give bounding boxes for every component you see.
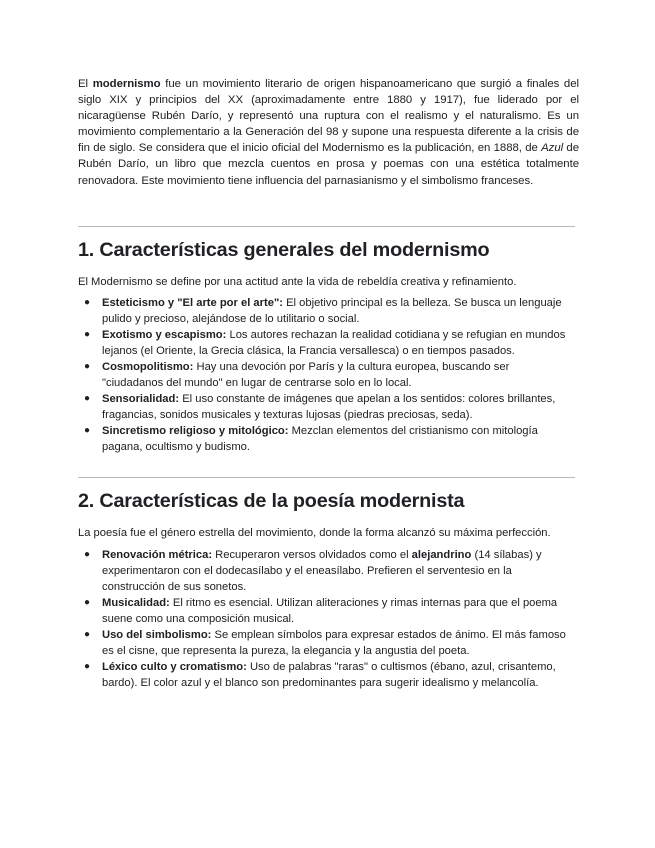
item-term-alejandrino: alejandrino [411, 549, 472, 562]
item-term: Léxico culto y cromatismo: [102, 661, 247, 674]
list-item [78, 295, 579, 327]
section2-list [78, 547, 579, 691]
bullet-icon: ● [84, 549, 91, 561]
item-text: Recuperaron versos olvidados como el [212, 549, 412, 562]
intro-text-middle: fue un movimiento literario de origen hispanoamericano que surgió a finales del siglo XIX y principios del XX (aproximadamente entre 1880 y 1917), fue liderado por el nicaragüense Rubén Darío, y representó una ruptura con el realismo y el naturalismo. Es un movimiento complementario a la Generación del 98 y supone una respuesta diferente a la crisis de fin de siglo. Se considera que el inicio oficial del Modernismo es la publicación, en 1888, de [78, 78, 579, 155]
bullet-icon: ● [84, 329, 91, 341]
section-divider [78, 477, 575, 478]
item-term: Sensorialidad: [102, 393, 180, 406]
list-item [78, 595, 579, 627]
list-item [78, 423, 579, 455]
item-text: Hay una devoción por París y la cultura europea, buscando ser "ciudadanos del mundo" en lugar de centrarse solo en lo local. [102, 361, 510, 390]
list-item [78, 547, 579, 595]
item-term: Esteticismo y "El arte por el arte": [102, 297, 283, 310]
bullet-icon: ● [84, 425, 91, 437]
list-item [78, 391, 579, 423]
item-text: El objetivo principal es la belleza. Se busca un lenguaje pulido y precioso, alejándose de lo utilitario o social. [102, 297, 562, 326]
bullet-icon: ● [84, 597, 91, 609]
bullet-icon: ● [84, 361, 91, 373]
bullet-icon: ● [84, 661, 91, 673]
intro-book-title: Azul [541, 142, 564, 155]
intro-text-start: El [78, 78, 93, 90]
item-term: Uso del simbolismo: [102, 629, 212, 642]
item-text: Mezclan elementos del cristianismo con mitología pagana, ocultismo y budismo. [102, 425, 538, 454]
intro-text-end: de Rubén Darío, un libro que mezcla cuentos en prosa y poemas con una estética totalmente renovadora. Este movimiento tiene influencia del parnasianismo y el simbolismo franceses. [78, 142, 579, 187]
list-item [78, 627, 579, 659]
bullet-icon: ● [84, 393, 91, 405]
bullet-icon: ● [84, 297, 91, 309]
section2-title: 2. Características de la poesía modernista [78, 490, 465, 513]
section-divider [78, 226, 575, 227]
section1-title: 1. Características generales del modernismo [78, 238, 490, 261]
item-term: Exotismo y escapismo: [102, 329, 227, 342]
intro-paragraph [78, 76, 579, 189]
item-term: Sincretismo religioso y mitológico: [102, 425, 289, 438]
list-item [78, 659, 579, 691]
item-term: Cosmopolitismo: [102, 361, 194, 374]
bullet-icon: ● [84, 629, 91, 641]
item-text: Uso de palabras "raras" o cultismos (ébano, azul, crisantemo, bardo). El color azul y el blanco son predominantes para sugerir idealismo y melancolía. [102, 661, 556, 690]
item-text: Los autores rechazan la realidad cotidiana y se refugian en mundos lejanos (el Oriente, la Grecia clásica, la Francia versallesca) o en tiempos pasados. [102, 329, 566, 358]
intro-term-modernismo: modernismo [92, 78, 161, 90]
list-item [78, 359, 579, 391]
item-text: Se emplean símbolos para expresar estados de ánimo. El más famoso es el cisne, que representa la pureza, la elegancia y la angustia del poeta. [102, 629, 566, 658]
list-item [78, 327, 579, 359]
section1-list [78, 295, 579, 455]
item-text: El uso constante de imágenes que apelan a los sentidos: colores brillantes, fragancias, sonidos musicales y texturas lujosas (piedras preciosas, seda). [102, 393, 556, 422]
item-text: El ritmo es esencial. Utilizan aliteraciones y rimas internas para que el poema suene como una composición musical. [102, 597, 558, 626]
item-term: Musicalidad: [102, 597, 170, 610]
section2-lead: La poesía fue el género estrella del movimiento, donde la forma alcanzó su máxima perfección. [78, 527, 551, 540]
item-term: Renovación métrica: [102, 549, 213, 562]
section1-lead: El Modernismo se define por una actitud ante la vida de rebeldía creativa y refinamiento. [78, 275, 517, 288]
item-text: (14 sílabas) y experimentaron con el dodecasílabo y el eneasílabo. Prefieren el serventesio en la construcción de sus sonetos. [102, 549, 542, 594]
